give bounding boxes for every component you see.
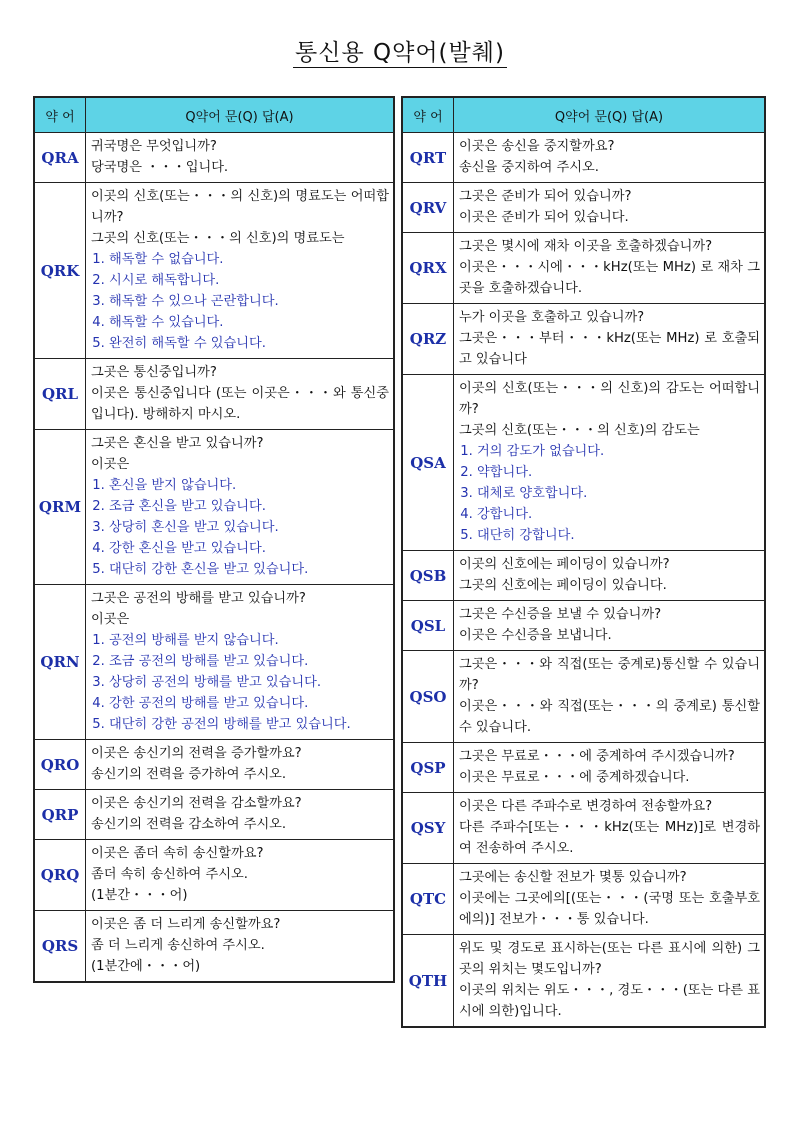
code-column-header: 약 어 — [402, 97, 454, 133]
answer-option: 4. 해독할 수 있습니다. — [109, 312, 389, 333]
q-code: QRQ — [34, 840, 86, 911]
answer-text: 이곳은 수신증을 보냅니다. — [459, 628, 612, 643]
text-column-header: Q약어 문(Q) 답(A) — [454, 97, 766, 133]
rate-note: (1분간에・・・어) — [91, 959, 201, 974]
question-text: 그곳은 혼신을 받고 있습니까? — [91, 436, 264, 451]
table-row — [402, 651, 765, 743]
answer-text: 이곳은 통신중입니다 (또는 이곳은・・・와 통신중입니다). 방해하지 마시오. — [91, 386, 389, 422]
q-code-description — [86, 790, 395, 840]
answer-text: 그곳의 신호(또는・・・의 신호)의 감도는 — [459, 423, 700, 438]
rate-note: (1분간・・・어) — [91, 888, 188, 903]
question-text: 그곳은 수신증을 보낼 수 있습니까? — [459, 607, 662, 622]
q-code-description — [454, 304, 766, 375]
q-code-description — [86, 840, 395, 911]
answer-option: 2. 조금 공전의 방해를 받고 있습니다. — [109, 651, 389, 672]
answer-option: 1. 해독할 수 없습니다. — [109, 249, 389, 270]
q-code: QRP — [34, 790, 86, 840]
answer-text: 이곳은・・・시에・・・kHz(또는 MHz) 로 재차 그곳을 호출하겠습니다. — [459, 260, 760, 296]
q-code: QRT — [402, 133, 454, 183]
table-row — [402, 233, 765, 304]
question-text: 이곳은 송신을 중지할까요? — [459, 139, 615, 154]
answer-option: 3. 대체로 양호합니다. — [477, 483, 760, 504]
q-code-description — [86, 359, 395, 430]
q-code: QRS — [34, 911, 86, 983]
table-row — [34, 585, 394, 740]
q-code: QTH — [402, 935, 454, 1028]
table-row — [34, 790, 394, 840]
q-code: QRN — [34, 585, 86, 740]
question-text: 그곳은 통신중입니까? — [91, 365, 217, 380]
answer-text: 이곳은 — [91, 457, 130, 472]
answer-text: 이곳은 — [91, 612, 130, 627]
table-row — [402, 935, 765, 1028]
question-text: 그곳은 무료로・・・에 중계하여 주시겠습니까? — [459, 749, 735, 764]
q-code-description — [454, 375, 766, 551]
q-code-table-left — [33, 96, 395, 983]
q-code: QSO — [402, 651, 454, 743]
answer-option: 1. 공전의 방해를 받지 않습니다. — [109, 630, 389, 651]
answer-option: 4. 강합니다. — [477, 504, 760, 525]
answer-text: 그곳의 신호에는 페이딩이 있습니다. — [459, 578, 667, 593]
table-row — [402, 864, 765, 935]
table-header-row — [34, 97, 394, 133]
q-code-description — [86, 183, 395, 359]
question-text: 그곳은 공전의 방해를 받고 있습니까? — [91, 591, 306, 606]
question-text: 위도 및 경도로 표시하는(또는 다른 표시에 의한) 그곳의 위치는 몇도입니까? — [459, 941, 760, 977]
answer-text: 이곳은 무료로・・・에 중계하겠습니다. — [459, 770, 690, 785]
answer-text: 그곳은・・・부터・・・kHz(또는 MHz) 로 호출되고 있습니다 — [459, 331, 760, 367]
answer-option: 4. 강한 혼신을 받고 있습니다. — [109, 538, 389, 559]
q-code-table-right — [401, 96, 766, 1028]
question-text: 이곳은 다른 주파수로 변경하여 전송할까요? — [459, 799, 713, 814]
q-code: QSB — [402, 551, 454, 601]
q-code-description — [454, 133, 766, 183]
question-text: 이곳은 좀 더 느리게 송신할까요? — [91, 917, 281, 932]
q-code-description — [86, 585, 395, 740]
q-code: QSA — [402, 375, 454, 551]
q-code: QRX — [402, 233, 454, 304]
q-code: QRK — [34, 183, 86, 359]
question-text: 이곳의 신호(또는・・・의 신호)의 명료도는 어떠합니까? — [91, 189, 389, 225]
answer-text: 당국명은 ・・・입니다. — [91, 160, 229, 175]
question-text: 누가 이곳을 호출하고 있습니까? — [459, 310, 645, 325]
answer-text: 이곳은・・・와 직접(또는・・・의 중계로) 통신할 수 있습니다. — [459, 699, 760, 735]
answer-option: 2. 약합니다. — [477, 462, 760, 483]
table-row — [402, 375, 765, 551]
q-code-description — [454, 233, 766, 304]
q-code: QTC — [402, 864, 454, 935]
answer-option: 1. 거의 감도가 없습니다. — [477, 441, 760, 462]
q-code: QRA — [34, 133, 86, 183]
q-code-description — [454, 793, 766, 864]
q-code-description — [454, 651, 766, 743]
q-code-description — [454, 743, 766, 793]
question-text: 이곳은 좀더 속히 송신할까요? — [91, 846, 264, 861]
answer-option: 5. 대단히 강합니다. — [477, 525, 760, 546]
q-code-description — [454, 601, 766, 651]
question-text: 이곳의 신호(또는・・・의 신호)의 감도는 어떠합니까? — [459, 381, 760, 417]
table-row — [34, 911, 394, 983]
text-column-header: Q약어 문(Q) 답(A) — [86, 97, 395, 133]
answer-option: 3. 상당히 공전의 방해를 받고 있습니다. — [109, 672, 389, 693]
q-code-description — [86, 740, 395, 790]
answer-option: 3. 해독할 수 있으나 곤란합니다. — [109, 291, 389, 312]
code-column-header: 약 어 — [34, 97, 86, 133]
answer-options-list — [91, 249, 389, 354]
answer-text: 이곳에는 그곳에의[(또는・・・(국명 또는 호출부호에의)] 전보가・・・통 있습니다. — [459, 891, 760, 927]
answer-option: 5. 완전히 해독할 수 있습니다. — [109, 333, 389, 354]
q-code-description — [454, 183, 766, 233]
table-row — [402, 304, 765, 375]
table-row — [402, 601, 765, 651]
table-row — [402, 133, 765, 183]
page-title: 통신용 Q약어(발췌) — [295, 40, 505, 66]
q-code: QRO — [34, 740, 86, 790]
answer-text: 다른 주파수[또는・・・kHz(또는 MHz)]로 변경하여 전송하여 주시오. — [459, 820, 760, 856]
question-text: 이곳은 송신기의 전력을 감소할까요? — [91, 796, 302, 811]
q-code: QRV — [402, 183, 454, 233]
table-row — [402, 183, 765, 233]
question-text: 그곳은・・・와 직접(또는 중계로)통신할 수 있습니까? — [459, 657, 760, 693]
q-code: QRZ — [402, 304, 454, 375]
answer-text: 좀 더 느리게 송신하여 주시오. — [91, 938, 265, 953]
answer-text: 이곳은 준비가 되어 있습니다. — [459, 210, 629, 225]
table-header-row — [402, 97, 765, 133]
answer-text: 송신기의 전력을 감소하여 주시오. — [91, 817, 287, 832]
answer-option: 2. 조금 혼신을 받고 있습니다. — [109, 496, 389, 517]
answer-option: 2. 시시로 해독합니다. — [109, 270, 389, 291]
answer-option: 5. 대단히 강한 혼신을 받고 있습니다. — [109, 559, 389, 580]
answer-option: 5. 대단히 강한 공전의 방해를 받고 있습니다. — [109, 714, 389, 735]
q-code-description — [86, 911, 395, 983]
q-code-description — [454, 935, 766, 1028]
table-row — [34, 430, 394, 585]
table-row — [34, 359, 394, 430]
table-row — [34, 840, 394, 911]
q-code: QSY — [402, 793, 454, 864]
question-text: 그곳에는 송신할 전보가 몇통 있습니까? — [459, 870, 687, 885]
answer-options-list — [459, 441, 760, 546]
table-row — [34, 133, 394, 183]
answer-text: 그곳의 신호(또는・・・의 신호)의 명료도는 — [91, 231, 345, 246]
question-text: 그곳은 몇시에 재차 이곳을 호출하겠습니까? — [459, 239, 713, 254]
question-text: 그곳은 준비가 되어 있습니까? — [459, 189, 632, 204]
table-row — [34, 183, 394, 359]
table-row — [402, 793, 765, 864]
answer-option: 1. 혼신을 받지 않습니다. — [109, 475, 389, 496]
q-code: QSP — [402, 743, 454, 793]
answer-text: 송신을 중지하여 주시오. — [459, 160, 599, 175]
table-row — [402, 551, 765, 601]
q-code: QRL — [34, 359, 86, 430]
q-code-description — [454, 551, 766, 601]
answer-option: 4. 강한 공전의 방해를 받고 있습니다. — [109, 693, 389, 714]
table-row — [402, 743, 765, 793]
answer-options-list — [91, 630, 389, 735]
question-text: 이곳의 신호에는 페이딩이 있습니까? — [459, 557, 670, 572]
q-code-description — [86, 430, 395, 585]
answer-text: 이곳의 위치는 위도・・・, 경도・・・(또는 다른 표시에 의한)입니다. — [459, 983, 760, 1019]
answer-text: 좀더 속히 송신하여 주시오. — [91, 867, 248, 882]
q-code-description — [86, 133, 395, 183]
q-code: QSL — [402, 601, 454, 651]
q-code-description — [454, 864, 766, 935]
table-row — [34, 740, 394, 790]
q-code: QRM — [34, 430, 86, 585]
answer-options-list — [91, 475, 389, 580]
answer-text: 송신기의 전력을 증가하여 주시오. — [91, 767, 287, 782]
answer-option: 3. 상당히 혼신을 받고 있습니다. — [109, 517, 389, 538]
question-text: 이곳은 송신기의 전력을 증가할까요? — [91, 746, 302, 761]
question-text: 귀국명은 무엇입니까? — [91, 139, 217, 154]
